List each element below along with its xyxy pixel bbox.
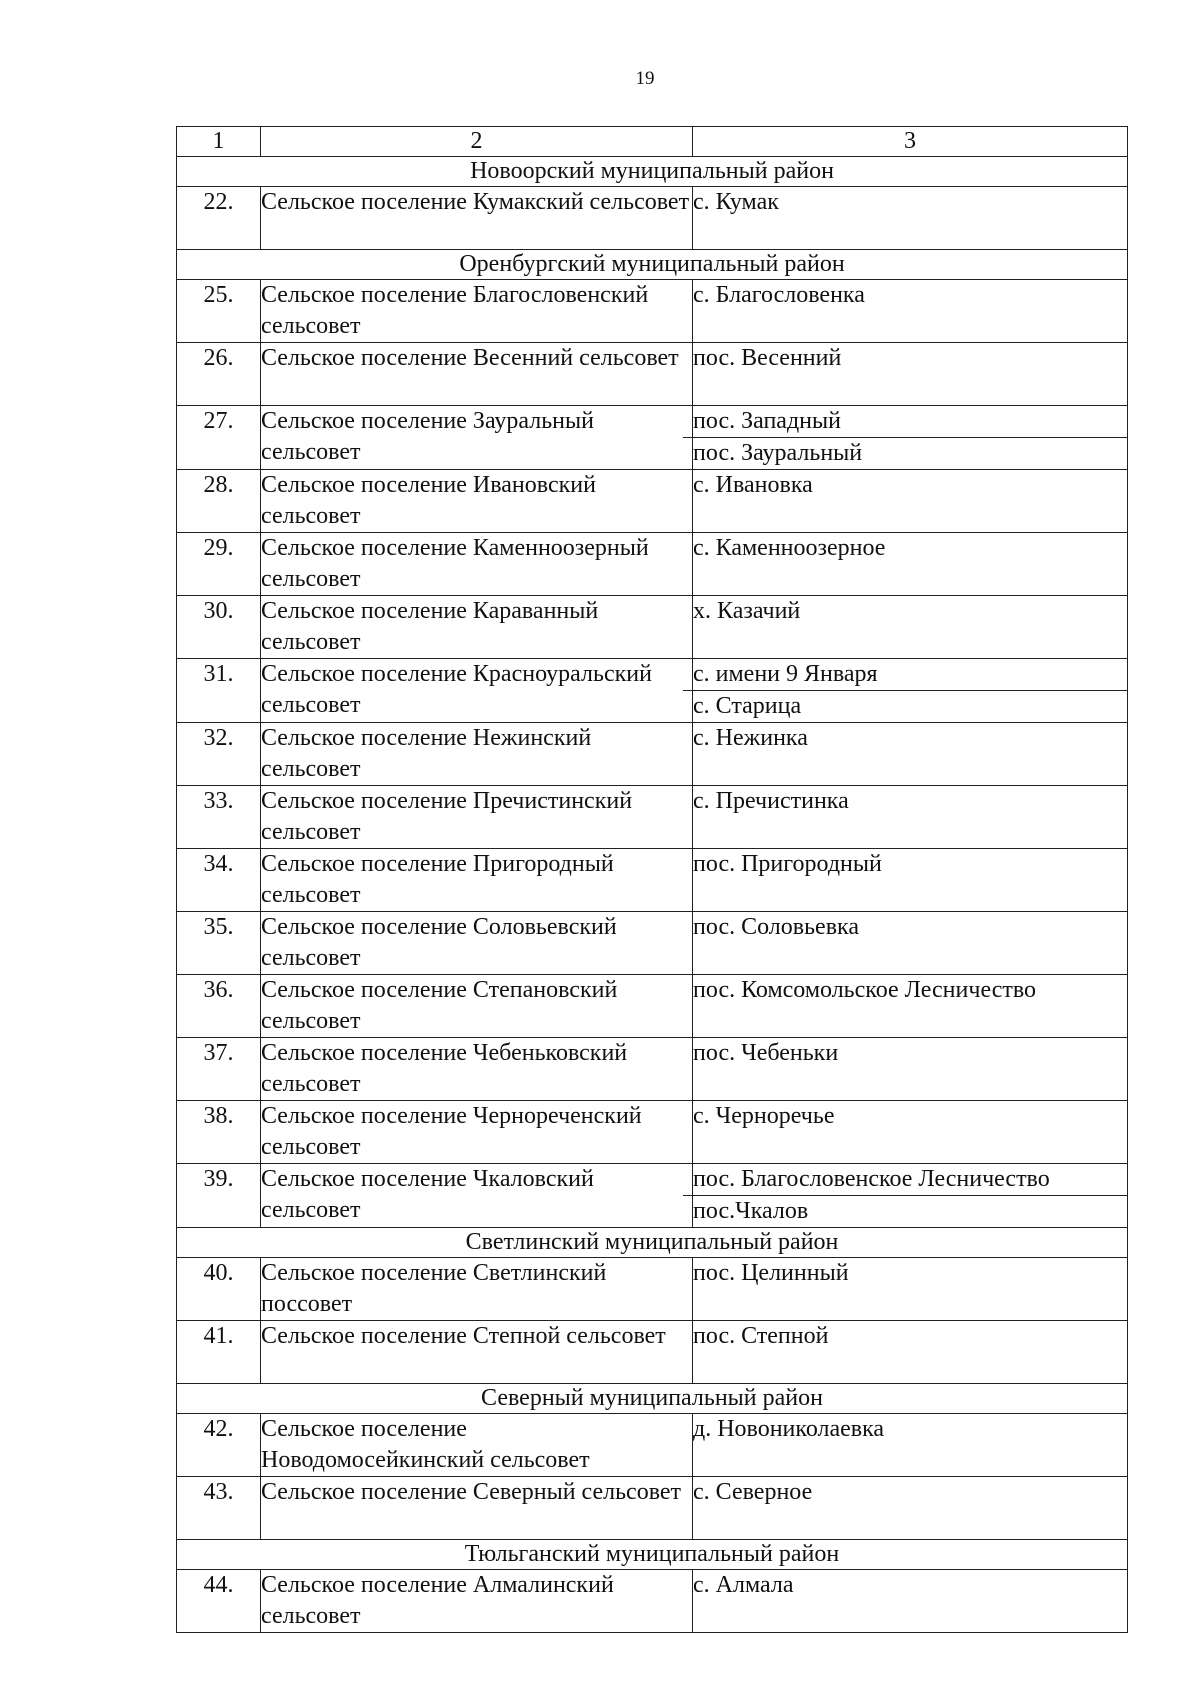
municipality-name: Сельское поселение Кумакский сельсовет: [261, 187, 693, 250]
table-row: [177, 343, 1128, 406]
table-row: [177, 596, 1128, 659]
municipality-name: Сельское поселение Пречистинский сельсовет: [261, 786, 693, 849]
settlements-table: [176, 126, 1128, 1633]
table-row: [177, 659, 1128, 723]
settlement-name: с. Благословенка: [693, 282, 865, 308]
header-row: [177, 127, 1128, 157]
settlement-cell: [693, 343, 1128, 406]
settlement-name: х. Казачий: [693, 598, 801, 624]
settlement-cell: [693, 975, 1128, 1038]
settlement-cell: [693, 1038, 1128, 1101]
row-number: 40.: [177, 1258, 261, 1321]
district-row: [177, 1540, 1128, 1570]
table-row: [177, 912, 1128, 975]
row-number: 31.: [177, 659, 261, 723]
settlement-cell: [693, 1164, 1128, 1228]
settlement-cell: [693, 596, 1128, 659]
page-number: 19: [635, 68, 655, 89]
table-row: [177, 533, 1128, 596]
settlement-name: с. Нежинка: [693, 725, 808, 751]
settlement-cell: [693, 1414, 1128, 1477]
row-number: 33.: [177, 786, 261, 849]
table-row: [177, 1570, 1128, 1633]
municipality-name: Сельское поселение Степановский сельсовет: [261, 975, 693, 1038]
settlement-name: с. Северное: [693, 1479, 813, 1505]
settlement-name: с. Каменноозерное: [693, 535, 886, 561]
settlement-name: с. Кумак: [693, 189, 779, 215]
row-number: 30.: [177, 596, 261, 659]
settlement-name: пос. Зауральный: [683, 437, 1127, 469]
table-row: [177, 1038, 1128, 1101]
settlement-name: пос. Целинный: [693, 1260, 849, 1286]
settlement-name: пос.Чкалов: [683, 1195, 1127, 1227]
row-number: 35.: [177, 912, 261, 975]
row-number: 29.: [177, 533, 261, 596]
settlement-name: пос. Степной: [693, 1323, 829, 1349]
municipality-name: Сельское поселение Северный сельсовет: [261, 1477, 693, 1540]
row-number: 26.: [177, 343, 261, 406]
municipality-name: Сельское поселение Чернореченский сельсовет: [261, 1101, 693, 1164]
municipality-name: Сельское поселение Алмалинский сельсовет: [261, 1570, 693, 1633]
municipality-name: Сельское поселение Соловьевский сельсовет: [261, 912, 693, 975]
table-row: [177, 1164, 1128, 1228]
settlement-cell: [693, 1321, 1128, 1384]
district-title: Тюльганский муниципальный район: [177, 1540, 1128, 1570]
municipality-name: Сельское поселение Караванный сельсовет: [261, 596, 693, 659]
settlement-name: пос. Чебеньки: [693, 1040, 839, 1066]
settlement-name: д. Новониколаевка: [693, 1416, 885, 1442]
municipality-name: Сельское поселение Ивановский сельсовет: [261, 470, 693, 533]
municipality-name: Сельское поселение Чебеньковский сельсовет: [261, 1038, 693, 1101]
municipality-name: Сельское поселение Весенний сельсовет: [261, 343, 693, 406]
table-row: [177, 406, 1128, 470]
settlement-cell: [693, 470, 1128, 533]
municipality-name: Сельское поселение Светлинский поссовет: [261, 1258, 693, 1321]
settlement-cell: [693, 912, 1128, 975]
column-header-3: 3: [693, 127, 1128, 157]
municipality-name: Сельское поселение Благословенский сельсовет: [261, 280, 693, 343]
table-row: [177, 1258, 1128, 1321]
settlement-name: пос. Весенний: [693, 345, 842, 371]
settlement-name: с. Алмала: [693, 1572, 794, 1598]
district-title: Новоорский муниципальный район: [177, 157, 1128, 187]
settlement-name: с. Ивановка: [693, 472, 813, 498]
table-row: [177, 1477, 1128, 1540]
table-row: [177, 1414, 1128, 1477]
table-row: [177, 1321, 1128, 1384]
district-row: [177, 1384, 1128, 1414]
row-number: 38.: [177, 1101, 261, 1164]
municipality-name: Сельское поселение Каменноозерный сельсовет: [261, 533, 693, 596]
settlement-name: пос. Западный: [693, 408, 841, 434]
settlement-cell: [693, 786, 1128, 849]
settlement-cell: [693, 533, 1128, 596]
row-number: 43.: [177, 1477, 261, 1540]
municipality-name: Сельское поселение Зауральный сельсовет: [261, 406, 693, 470]
settlement-cell: [693, 187, 1128, 250]
row-number: 44.: [177, 1570, 261, 1633]
settlement-name: с. Пречистинка: [693, 788, 849, 814]
municipality-name: Сельское поселение Степной сельсовет: [261, 1321, 693, 1384]
settlement-cell: [693, 1258, 1128, 1321]
table-row: [177, 1101, 1128, 1164]
district-row: [177, 250, 1128, 280]
settlement-cell: [693, 849, 1128, 912]
row-number: 41.: [177, 1321, 261, 1384]
row-number: 34.: [177, 849, 261, 912]
row-number: 42.: [177, 1414, 261, 1477]
district-title: Светлинский муниципальный район: [177, 1228, 1128, 1258]
row-number: 28.: [177, 470, 261, 533]
row-number: 32.: [177, 723, 261, 786]
settlement-name: с. Старица: [683, 690, 1127, 722]
table-row: [177, 975, 1128, 1038]
settlement-cell: [693, 406, 1128, 470]
column-header-1: 1: [177, 127, 261, 157]
district-title: Оренбургский муниципальный район: [177, 250, 1128, 280]
district-row: [177, 1228, 1128, 1258]
settlement-cell: [693, 659, 1128, 723]
settlement-cell: [693, 1570, 1128, 1633]
table-body: [177, 127, 1128, 1633]
municipality-name: Сельское поселение Пригородный сельсовет: [261, 849, 693, 912]
municipality-name: Сельское поселение Красноуральский сельсовет: [261, 659, 693, 723]
row-number: 22.: [177, 187, 261, 250]
row-number: 27.: [177, 406, 261, 470]
table-row: [177, 849, 1128, 912]
row-number: 37.: [177, 1038, 261, 1101]
settlement-name: пос. Комсомольское Лесничество: [693, 977, 1036, 1003]
settlement-cell: [693, 1101, 1128, 1164]
row-number: 25.: [177, 280, 261, 343]
settlement-cell: [693, 280, 1128, 343]
district-row: [177, 157, 1128, 187]
settlement-name: пос. Благословенское Лесничество: [693, 1166, 1050, 1192]
settlement-name: пос. Пригородный: [693, 851, 882, 877]
row-number: 36.: [177, 975, 261, 1038]
settlement-name: с. Черноречье: [693, 1103, 835, 1129]
municipality-name: Сельское поселение Чкаловский сельсовет: [261, 1164, 693, 1228]
column-header-2: 2: [261, 127, 693, 157]
settlement-name: пос. Соловьевка: [693, 914, 859, 940]
table-row: [177, 187, 1128, 250]
table-row: [177, 470, 1128, 533]
municipality-name: Сельское поселение Новодомосейкинский сельсовет: [261, 1414, 693, 1477]
municipality-name: Сельское поселение Нежинский сельсовет: [261, 723, 693, 786]
table-row: [177, 723, 1128, 786]
table-row: [177, 280, 1128, 343]
settlement-name: с. имени 9 Января: [693, 661, 878, 687]
row-number: 39.: [177, 1164, 261, 1228]
settlement-cell: [693, 1477, 1128, 1540]
district-title: Северный муниципальный район: [177, 1384, 1128, 1414]
settlement-cell: [693, 723, 1128, 786]
table-row: [177, 786, 1128, 849]
